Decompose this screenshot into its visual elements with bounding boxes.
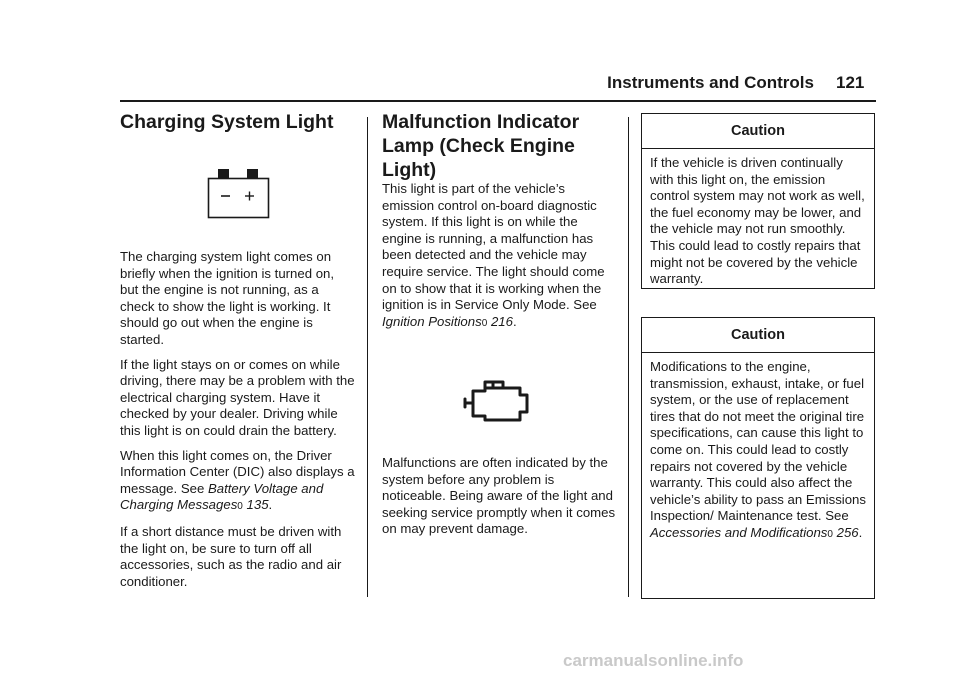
charging-system-heading: Charging System Light: [120, 111, 334, 133]
charging-paragraph-4: If a short distance must be driven with the light on, be sure to turn off all accessories, such as the radio and air conditioner.: [120, 523, 342, 589]
page-ref-arrow: 0: [237, 501, 243, 513]
charging-paragraph-3: When this light comes on, the Driver Information Center (DIC) also displays a message. See Battery Voltage and Charging Messages0 135.: [120, 447, 355, 513]
column-2-text-lower: [382, 455, 618, 546]
page-ref-256[interactable]: 256: [836, 524, 859, 540]
section-title: Instruments and Controls: [607, 73, 814, 92]
battery-voltage-link[interactable]: Battery Voltage and Charging Messages: [120, 480, 324, 513]
caution-body-1: If the vehicle is driven continually with this light on, the emission control system may not work as well, the fuel economy may be lower, and the vehicle may not run smoothly. This could lead to costly repairs that might not be covered by the vehicle warranty.: [650, 155, 865, 287]
page-number: 121: [836, 73, 865, 92]
page-ref-arrow: 0: [481, 317, 488, 329]
caution-title-2: Caution: [642, 318, 874, 353]
charging-paragraph-2: If the light stays on or comes on while driving, there may be a problem with the electrical charging system. Have it checked by your dealer. Driving while this light is on could drain the battery.: [120, 356, 355, 438]
malfunction-paragraph-1: This light is part of the vehicle’s emission control on-board diagnostic system. If this light is on while the engine is running, a malfunction has been detected and the vehicle may require service. The light should come on to show that it is working when the ignition is in Service Only Mode. See Ignition Positions0 216.: [382, 181, 605, 329]
column-1-text: [120, 249, 356, 598]
caution-box-1: [641, 113, 875, 289]
malfunction-paragraph-2: Malfunctions are often indicated by the system before any problem is noticeable. Being aware of the light and seeking service promptly when it comes on may prevent damage.: [382, 455, 616, 537]
column-divider-right: [628, 117, 629, 597]
accessories-modifications-link[interactable]: Accessories and Modifications: [650, 524, 828, 540]
charging-paragraph-1: The charging system light comes on briefly when the ignition is turned on, but the engine is not running, as a check to show the light is working. It should go out when the engine is started.: [120, 249, 335, 347]
caution-box-2: [641, 317, 875, 599]
battery-icon: [207, 169, 271, 226]
malfunction-indicator-heading: Malfunction Indicator Lamp (Check Engine Light): [382, 111, 580, 181]
caution-title-1: Caution: [642, 114, 874, 149]
caution-body-2: Modifications to the engine, transmission, exhaust, intake, or fuel system, or the use of replacement tires that do not meet the original tire specifications, can cause this light to come on. This could lead to costly repairs not covered by the vehicle warranty. This could also affect the vehicle’s ability to pass an Emissions Inspection/ Maintenance test. See Accessories and Modifications0 256.: [650, 359, 866, 540]
page-ref-216[interactable]: 216: [490, 313, 513, 329]
column-2-text: [382, 181, 618, 340]
page-ref-135[interactable]: 135: [246, 497, 269, 513]
header-rule: [120, 100, 876, 102]
check-engine-icon: [463, 378, 531, 429]
page-ref-arrow: 0: [827, 528, 833, 540]
column-divider-left: [367, 117, 368, 597]
ignition-positions-link[interactable]: Ignition Positions: [382, 313, 482, 329]
watermark: carmanualsonline.info: [563, 651, 744, 670]
